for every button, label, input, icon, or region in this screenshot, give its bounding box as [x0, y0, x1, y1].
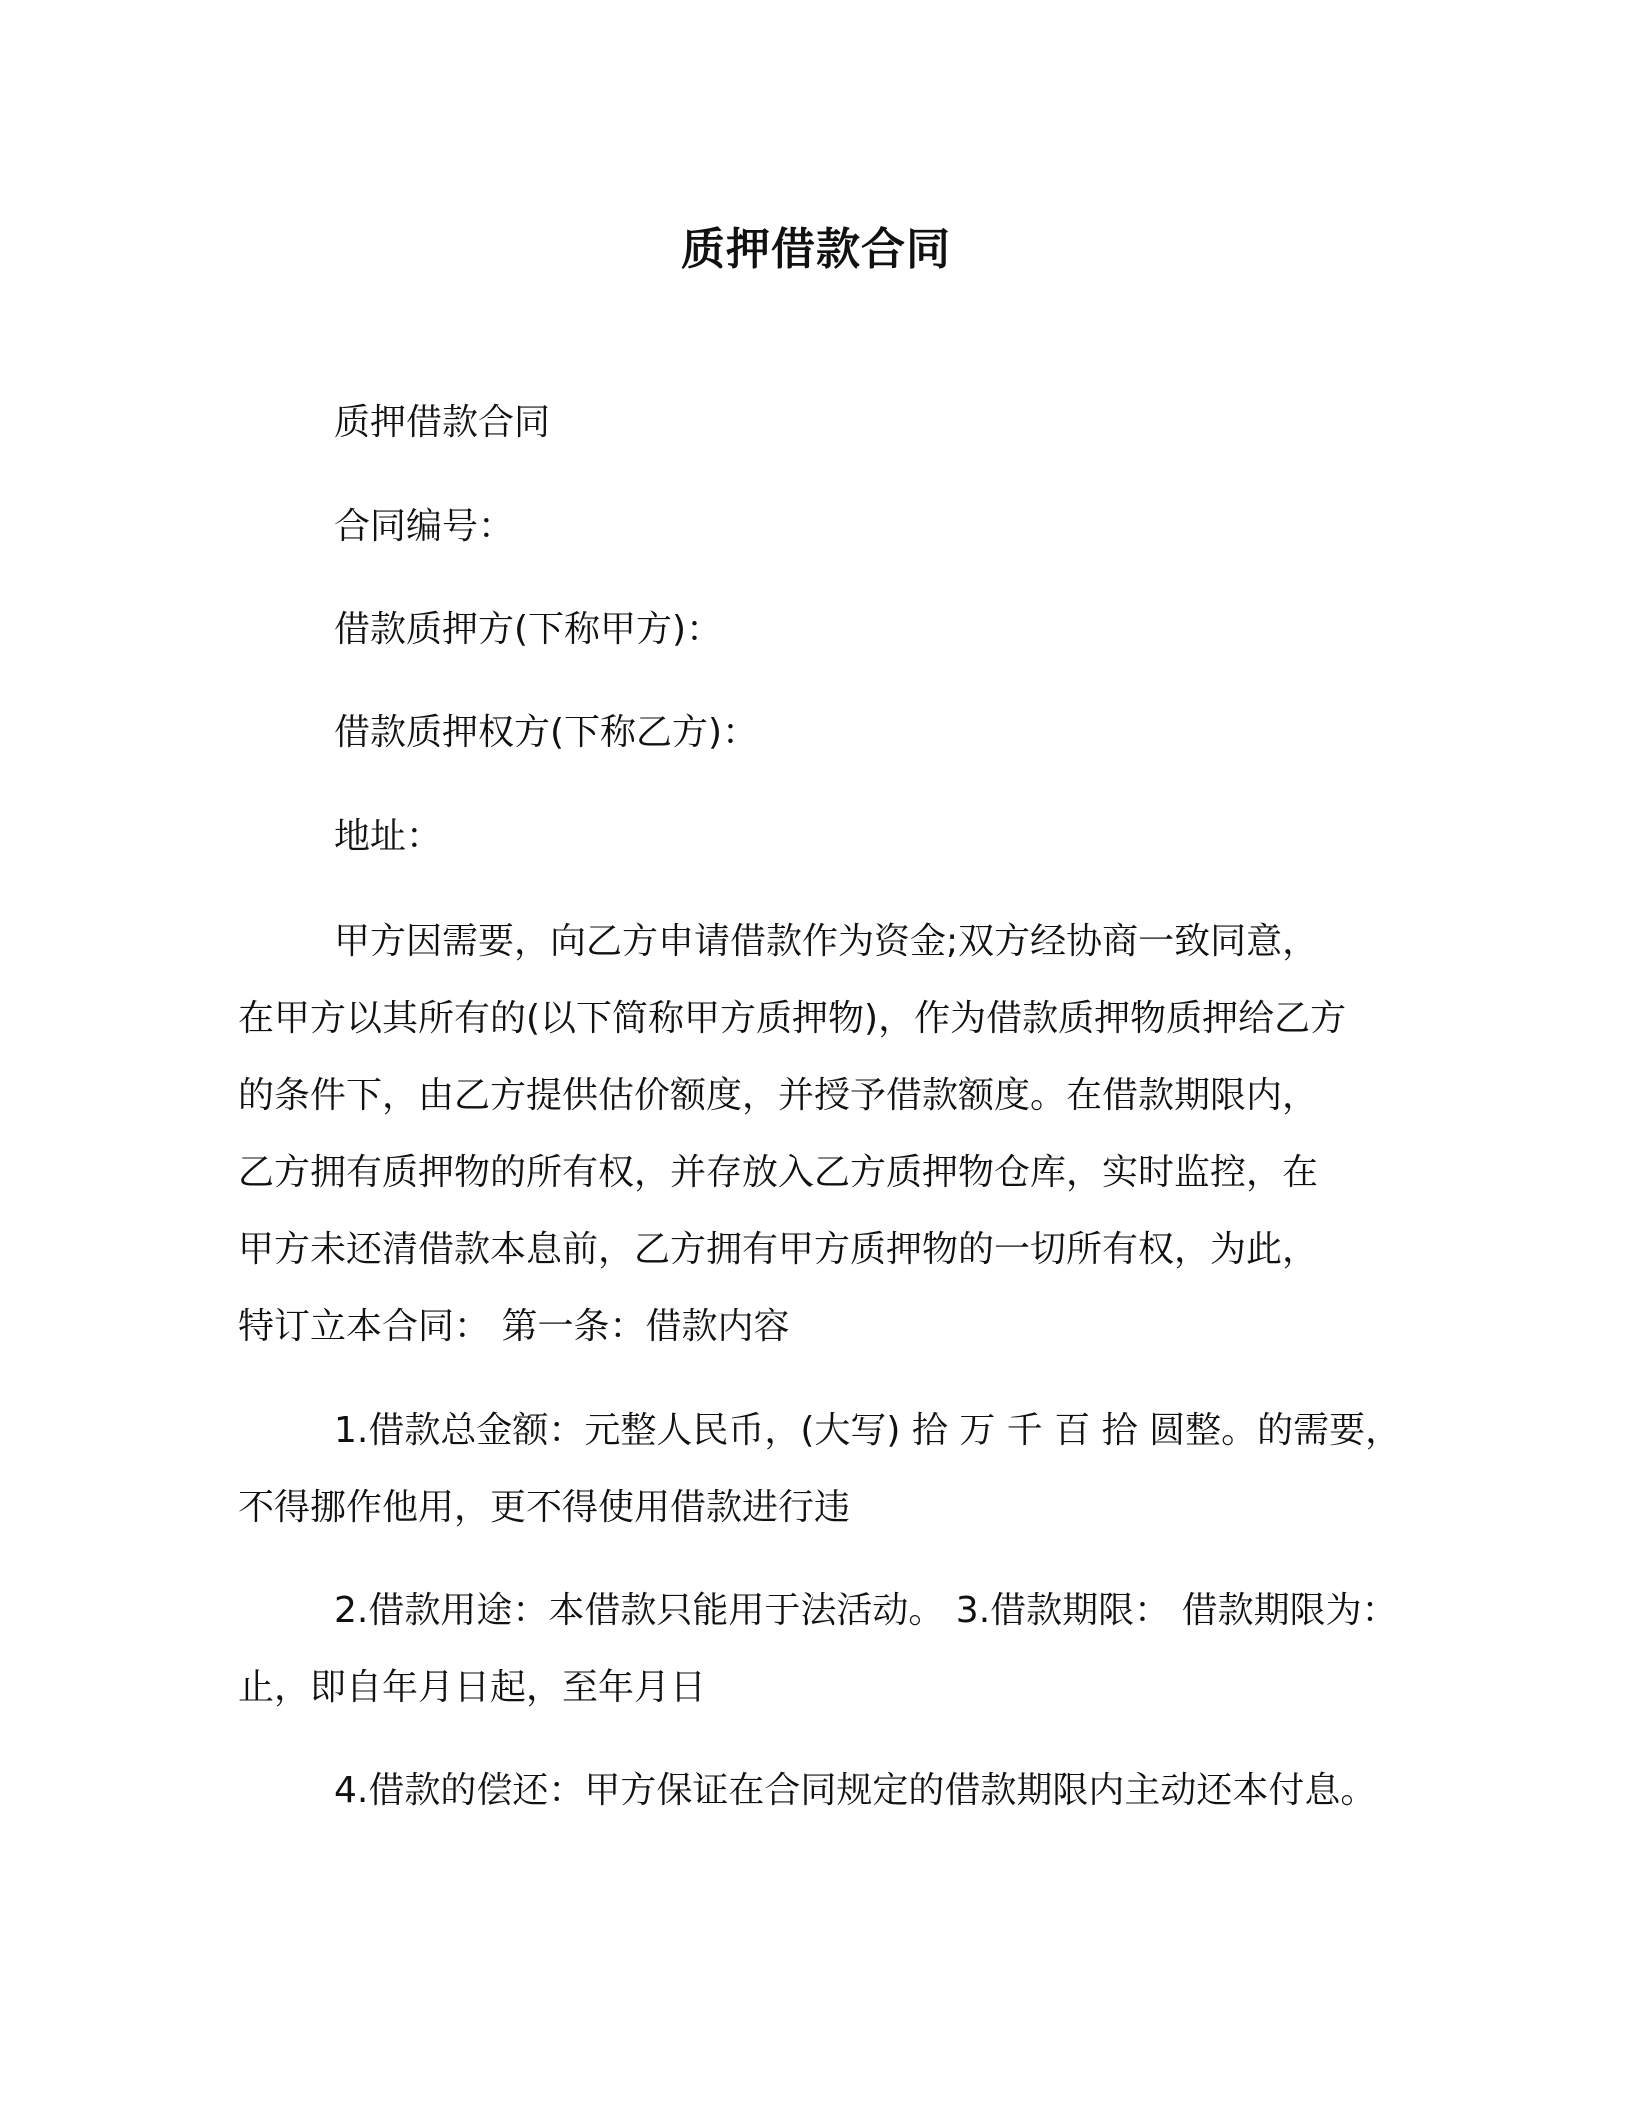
paragraph-loan-amount — [238, 1392, 1408, 1546]
header-line-contract-name: 质押借款合同 — [334, 402, 551, 443]
paragraph-line: 不得挪作他用，更不得使用借款进行违 — [238, 1487, 851, 1528]
paragraph-line: 1.借款总金额：元整人民币，(大写) 拾 万 千 百 拾 圆整。的需要， — [334, 1410, 1402, 1451]
paragraph-line: 4.借款的偿还：甲方保证在合同规定的借款期限内主动还本付息。 — [334, 1770, 1377, 1811]
paragraph-line: 的条件下，由乙方提供估价额度，并授予借款额度。在借款期限内， — [238, 1075, 1319, 1116]
header-line-contract-number: 合同编号： — [334, 506, 515, 547]
paragraph-loan-purpose — [238, 1572, 1408, 1726]
header-line-pledgor: 借款质押方(下称甲方)： — [334, 609, 723, 650]
paragraph-loan-repayment — [238, 1752, 1408, 1829]
paragraph-line: 在甲方以其所有的(以下简称甲方质押物)，作为借款质押物质押给乙方 — [238, 998, 1347, 1039]
paragraph-line: 乙方拥有质押物的所有权，并存放入乙方质押物仓库，实时监控，在 — [238, 1152, 1319, 1193]
header-line-pledgee: 借款质押权方(下称乙方)： — [334, 712, 759, 753]
header-line-address: 地址： — [334, 816, 443, 857]
paragraph-intro — [238, 903, 1408, 1365]
paragraph-line: 2.借款用途：本借款只能用于法活动。 3.借款期限： 借款期限为： — [334, 1590, 1398, 1631]
paragraph-line: 止，即自年月日起，至年月日 — [238, 1667, 707, 1708]
paragraph-line: 特订立本合同： 第一条：借款内容 — [238, 1306, 790, 1347]
paragraph-line: 甲方未还清借款本息前，乙方拥有甲方质押物的一切所有权，为此， — [238, 1229, 1319, 1270]
paragraph-line: 甲方因需要，向乙方申请借款作为资金;双方经协商一致同意， — [334, 921, 1319, 962]
document-title: 质押借款合同 — [681, 224, 951, 275]
